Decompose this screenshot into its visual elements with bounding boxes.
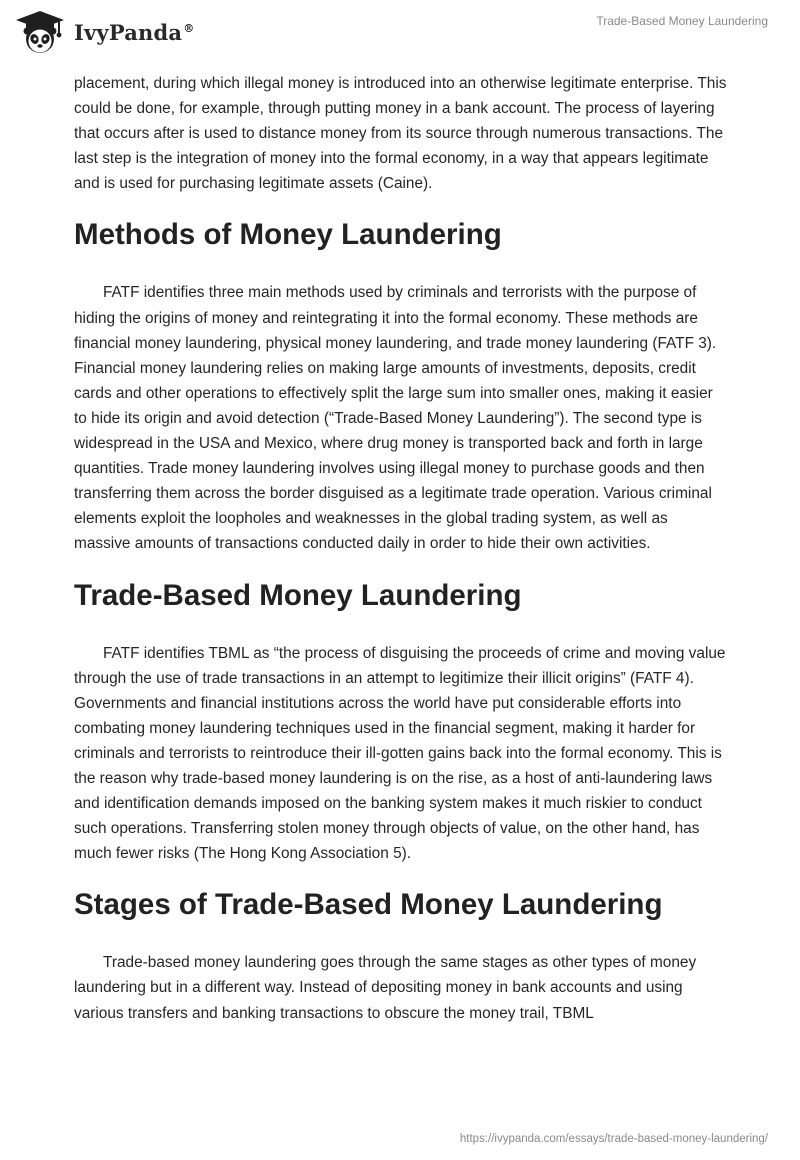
intro-paragraph: placement, during which illegal money is introduced into an otherwise legitimate enterprise. This could be done, for example, through putting money in a bank account. The process of layering that occurs after is used to distance money from its source through numerous transactions. The last step is the integration of money into the formal economy, in a way that appears legitimate and is used for purchasing legitimate assets (Caine). (74, 75, 727, 193)
section-heading-methods: Methods of Money Laundering (74, 218, 502, 252)
source-url[interactable]: https://ivypanda.com/essays/trade-based-money-laundering/ (459, 1133, 768, 1145)
brand-logo[interactable] (14, 10, 194, 54)
section-heading-tbml: Trade-Based Money Laundering (74, 578, 522, 612)
page-header (0, 0, 800, 70)
document-title: Trade-Based Money Laundering (596, 14, 768, 28)
section-paragraph-tbml: FATF identifies TBML as “the process of disguising the proceeds of crime and moving value through the use of trade transactions in an attempt to legitimize their illicit origins” (FATF 4). Governments and financial institutions across the world have put considerable efforts into combating money laundering techniques used in the financial segment, making it harder for criminals and terrorists to reintroduce their ill-gotten gains back into the formal economy. This is the reason why trade-based money laundering is on the rise, as a host of anti-laundering laws and identification demands imposed on the banking system makes it much riskier to conduct such operations. Transferring stolen money through objects of value, on the other hand, has much fewer risks (The Hong Kong Association 5). (74, 644, 726, 863)
brand-name: IvyPanda® (74, 19, 195, 45)
section-paragraph-methods: FATF identifies three main methods used by criminals and terrorists with the purpose of hiding the origins of money and reintegrating it into the formal economy. These methods are financial money laundering, physical money laundering, and trade money laundering (FATF 3). Financial money laundering relies on making large amounts of investments, deposits, credit cards and other operations to effectively split the large sum into smaller ones, making it easier to hide its origin and avoid detection (“Trade-Based Money Laundering”). The second type is widespread in the USA and Mexico, where drug money is transported back and forth in large quantities. Trade money laundering involves using illegal money to purchase goods and then transferring them across the border disguised as a legitimate trade operation. Various criminal elements exploit the loopholes and weaknesses in the global trading system, as well as massive amounts of transactions conducted daily in order to hide their own activities. (74, 284, 717, 553)
section-heading-stages: Stages of Trade-Based Money Laundering (74, 888, 663, 922)
essay-body (74, 70, 728, 1026)
panda-graduate-icon (14, 10, 66, 54)
section-paragraph-stages: Trade-based money laundering goes through the same stages as other types of money laundering but in a different way. Instead of depositing money in bank accounts and using various transfers and banking transactions to obscure the money trail, TBML (74, 954, 697, 1022)
